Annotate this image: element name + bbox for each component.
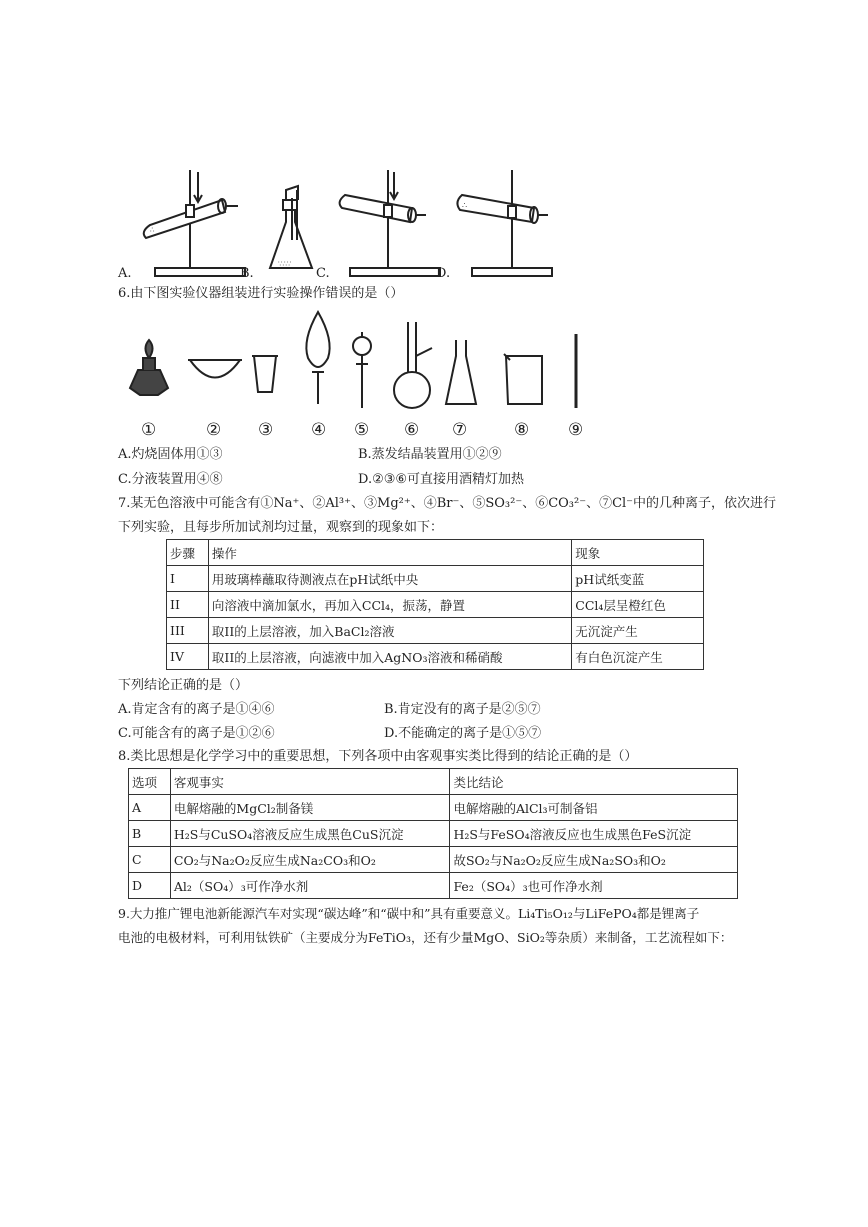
instrument-number-9: ⑨: [568, 420, 584, 440]
table-cell: IV: [167, 644, 209, 670]
q7-table: [166, 539, 704, 670]
table-cell: CCl₄层呈橙红色: [572, 592, 704, 618]
table-row: [129, 847, 738, 873]
table-row: [129, 821, 738, 847]
table-cell: 无沉淀产生: [572, 618, 704, 644]
q6-option-c: C.分液装置用④⑧: [118, 472, 223, 487]
q7-stem-line1: 7.某无色溶液中可能含有①Na⁺、②Al³⁺、③Mg²⁺、④Br⁻、⑤SO₃²⁻、⑥CO₃²⁻、⑦Cl⁻中的几种离子，依次进行: [118, 496, 777, 511]
table-row: [167, 566, 704, 592]
table-cell: III: [167, 618, 209, 644]
svg-text:∴: ∴: [150, 226, 155, 234]
table-row: [167, 644, 704, 670]
svg-text:∵∴∵: ∵∴∵: [278, 260, 292, 268]
option-b-label: B.: [240, 266, 254, 281]
table-cell: H₂S与CuSO₄溶液反应生成黑色CuS沉淀: [170, 821, 450, 847]
q7-stem-line2: 下列实验，且每步所加试剂均过量，观察到的现象如下：: [118, 520, 444, 535]
option-d-label: D.: [436, 266, 451, 281]
instrument-icons: [0, 0, 868, 460]
table-cell: CO₂与Na₂O₂反应生成Na₂CO₃和O₂: [170, 847, 450, 873]
table-header: 操作: [208, 540, 571, 566]
table-cell: D: [129, 873, 171, 899]
table-cell: 用玻璃棒蘸取待测液点在pH试纸中央: [208, 566, 571, 592]
q8-table: [128, 768, 738, 899]
q7-option-b: B.肯定没有的离子是②⑤⑦: [384, 702, 541, 717]
table-cell: 向溶液中滴加氯水，再加入CCl₄，振荡，静置: [208, 592, 571, 618]
table-cell: 故SO₂与Na₂O₂反应生成Na₂SO₃和O₂: [450, 847, 738, 873]
table-cell: C: [129, 847, 171, 873]
table-header: 类比结论: [450, 769, 738, 795]
table-cell: H₂S与FeSO₄溶液反应也生成黑色FeS沉淀: [450, 821, 738, 847]
option-c-label: C.: [316, 266, 330, 281]
q6-option-d: D.②③⑥可直接用酒精灯加热: [358, 472, 525, 487]
table-cell: 取II的上层溶液，加入BaCl₂溶液: [208, 618, 571, 644]
table-cell: 取II的上层溶液，向滤液中加入AgNO₃溶液和稀硝酸: [208, 644, 571, 670]
instrument-number-1: ①: [141, 420, 157, 440]
table-header: 客观事实: [170, 769, 450, 795]
table-cell: Fe₂（SO₄）₃也可作净水剂: [450, 873, 738, 899]
q8-stem: 8.类比思想是化学学习中的重要思想，下列各项中由客观事实类比得到的结论正确的是（）: [118, 749, 638, 764]
svg-text:∴: ∴: [462, 201, 468, 210]
table-row: [167, 592, 704, 618]
table-cell: II: [167, 592, 209, 618]
instrument-number-8: ⑧: [514, 420, 530, 440]
table-cell: B: [129, 821, 171, 847]
table-cell: Al₂（SO₄）₃可作净水剂: [170, 873, 450, 899]
instrument-number-3: ③: [258, 420, 274, 440]
q6-option-a: A.灼烧固体用①③: [118, 447, 223, 462]
q6-option-b: B.蒸发结晶装置用①②⑨: [358, 447, 502, 462]
instrument-number-4: ④: [311, 420, 327, 440]
table-header: 现象: [572, 540, 704, 566]
q6-stem: 6.由下图实验仪器组装进行实验操作错误的是（）: [118, 286, 404, 301]
table-cell: 电解熔融的MgCl₂制备镁: [170, 795, 450, 821]
table-row: [167, 618, 704, 644]
q7-option-d: D.不能确定的离子是①⑤⑦: [384, 726, 542, 741]
instrument-number-5: ⑤: [354, 420, 370, 440]
table-row: [129, 795, 738, 821]
q7-option-a: A.肯定含有的离子是①④⑥: [118, 702, 275, 717]
instrument-number-2: ②: [206, 420, 222, 440]
q7-question: 下列结论正确的是（）: [118, 678, 249, 693]
instrument-number-7: ⑦: [452, 420, 468, 440]
table-cell: pH试纸变蓝: [572, 566, 704, 592]
table-header: 选项: [129, 769, 171, 795]
table-header-row: [129, 769, 738, 795]
q7-option-c: C.可能含有的离子是①②⑥: [118, 726, 275, 741]
table-row: [129, 873, 738, 899]
instrument-number-6: ⑥: [404, 420, 420, 440]
table-header-row: [167, 540, 704, 566]
q9-line1: 9.大力推广锂电池新能源汽车对实现“碳达峰”和“碳中和”具有重要意义。Li₄Ti₅O₁₂与LiFePO₄都是锂离子: [118, 906, 700, 921]
option-a-label: A.: [118, 266, 132, 281]
table-cell: I: [167, 566, 209, 592]
table-cell: 电解熔融的AlCl₃可制备铝: [450, 795, 738, 821]
table-cell: 有白色沉淀产生: [572, 644, 704, 670]
table-cell: A: [129, 795, 171, 821]
q9-line2: 电池的电极材料，可利用钛铁矿（主要成分为FeTiO₃，还有少量MgO、SiO₂等杂质）来制备，工艺流程如下：: [118, 930, 733, 945]
table-header: 步骤: [167, 540, 209, 566]
